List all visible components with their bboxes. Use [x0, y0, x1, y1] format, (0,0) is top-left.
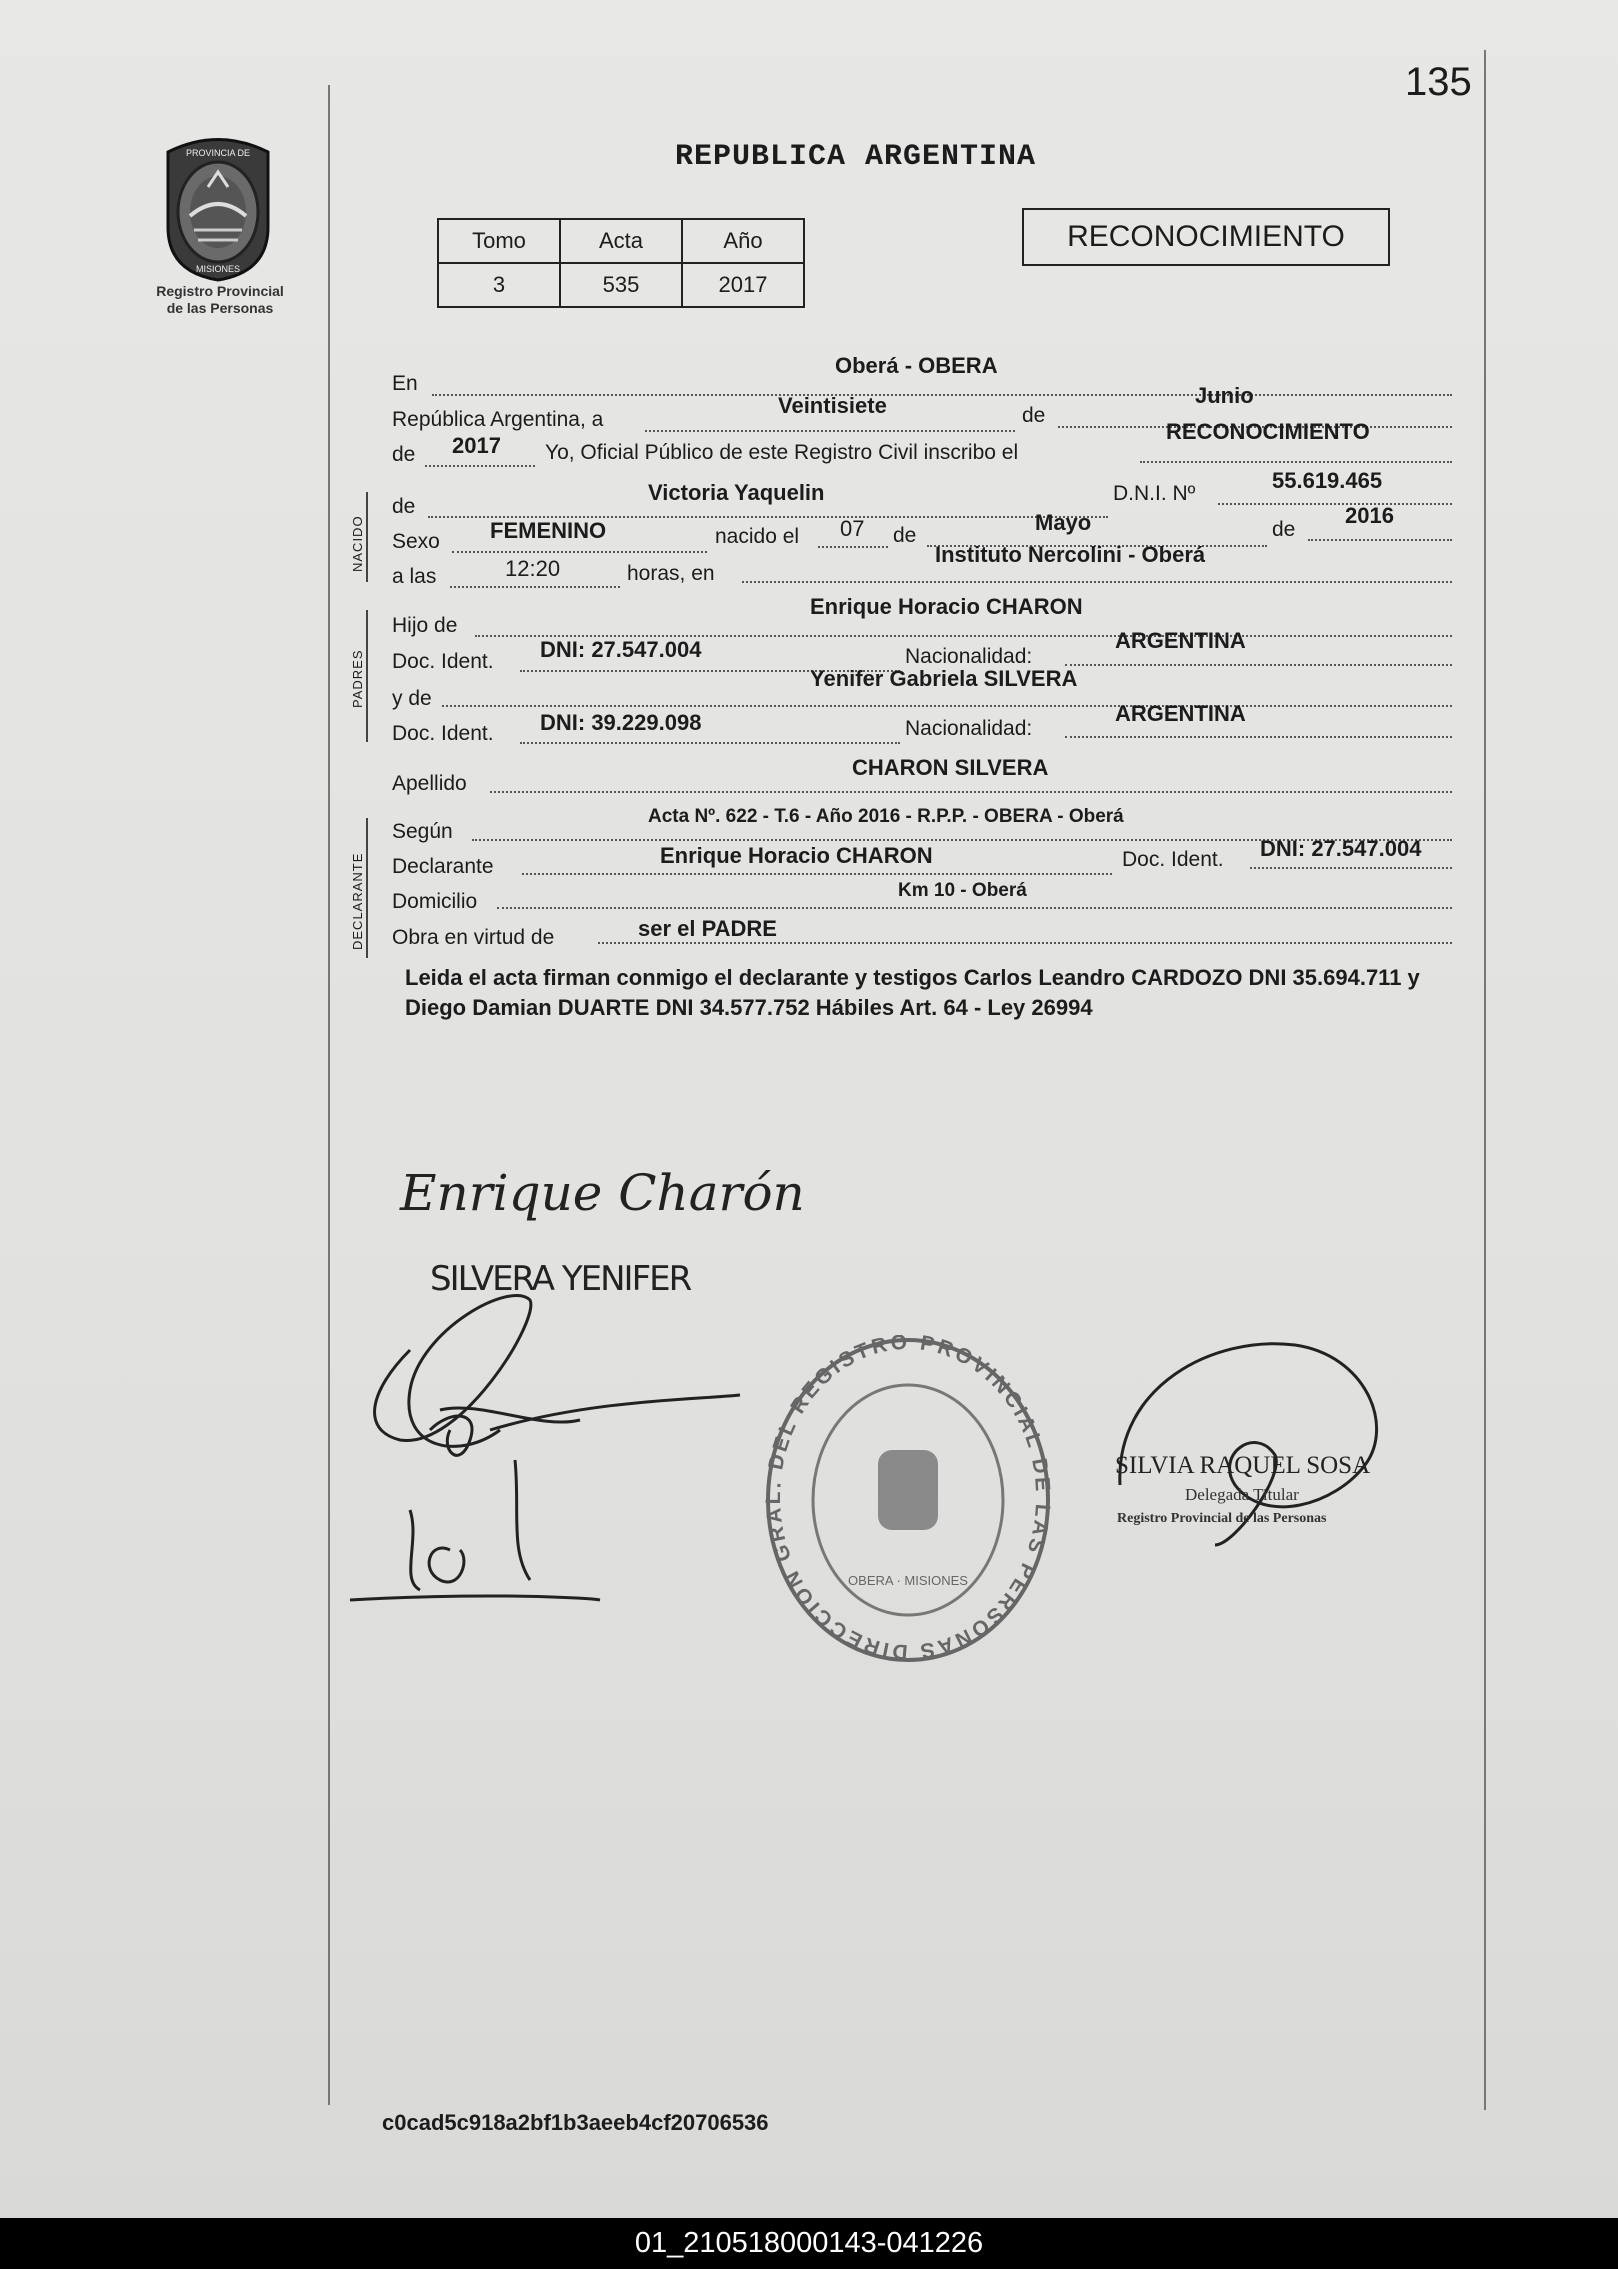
signature-scribble-1: [375, 1296, 740, 1447]
side-label-declarante: DECLARANTE: [350, 852, 365, 950]
dotted-line: [425, 464, 535, 467]
value-obra: ser el PADRE: [638, 916, 777, 941]
label-docident1: Doc. Ident.: [392, 650, 494, 673]
dotted-line: [1218, 502, 1452, 505]
tomo-header: Tomo: [438, 219, 560, 263]
value-apellido: CHARON SILVERA: [852, 755, 1049, 780]
value-anio: 2017: [452, 433, 501, 458]
signature-enrique: Enrique Charón: [400, 1164, 805, 1222]
label-en: En: [392, 372, 418, 395]
value-segun: Acta Nº. 622 - T.6 - Año 2016 - R.P.P. - OBERA - Oberá: [648, 806, 1124, 827]
value-sexo: FEMENINO: [490, 518, 607, 543]
dotted-line: [1065, 735, 1452, 738]
label-de4: de: [893, 524, 917, 547]
label-dni: D.N.I. Nº: [1113, 482, 1196, 505]
registro-header-row: [438, 219, 804, 263]
official-name: SILVIA RAQUEL SOSA: [1115, 1452, 1371, 1479]
official-signature-block: [1115, 1325, 1435, 1565]
label-de3: de: [392, 495, 416, 518]
value-declarante: Enrique Horacio CHARON: [660, 843, 933, 868]
label-sexo: Sexo: [392, 530, 440, 553]
label-republica: República Argentina, a: [392, 408, 604, 431]
dotted-line: [497, 906, 1452, 909]
dotted-line: [645, 429, 1015, 432]
seal-ring-textpath: DIRECCION GRAL. DEL REGISTRO PROVINCIAL DE LAS PERSONAS: [762, 1335, 1055, 1664]
label-apellido: Apellido: [392, 772, 467, 795]
label-de5: de: [1272, 518, 1296, 541]
official-role: Delegada Titular: [1185, 1485, 1299, 1504]
label-nacido: nacido el: [715, 525, 800, 548]
seal-inner-text: OBERA · MISIONES: [848, 1573, 968, 1588]
dotted-line: [522, 872, 1112, 875]
tipo-acta-box: RECONOCIMIENTO: [1022, 208, 1390, 266]
value-declarante-doc: DNI: 27.547.004: [1260, 836, 1422, 861]
label-declarante: Declarante: [392, 855, 494, 878]
label-de2: de: [392, 443, 416, 466]
dotted-line: [520, 741, 900, 744]
value-dni: 55.619.465: [1272, 468, 1383, 493]
emblem-caption-line2: de las Personas: [166, 300, 274, 316]
dotted-line: [490, 790, 1452, 793]
acta-header: Acta: [560, 219, 682, 263]
label-alas: a las: [392, 565, 437, 588]
value-nac-dia: 07: [840, 516, 865, 541]
registro-table: [437, 218, 805, 308]
value-hora: 12:20: [505, 556, 561, 581]
label-nac1: Nacionalidad:: [905, 645, 1033, 668]
value-padre-doc: DNI: 27.547.004: [540, 637, 702, 662]
document-hash: c0cad5c918a2bf1b3aeeb4cf20706536: [382, 2110, 769, 2135]
dotted-line: [818, 545, 888, 548]
left-margin-line: [328, 85, 330, 2105]
label-docident3: Doc. Ident.: [1122, 848, 1224, 871]
registro-value-row: [438, 263, 804, 307]
dotted-line: [442, 704, 1452, 707]
nacido-bracket: [366, 492, 368, 582]
official-office: Registro Provincial de las Personas: [1117, 1511, 1327, 1526]
dotted-line: [1140, 460, 1452, 463]
dotted-line: [1308, 538, 1452, 541]
emblem-ring-top-text: PROVINCIA DE: [185, 148, 251, 158]
provincial-emblem-icon: [158, 132, 278, 282]
signature-scribble-3: [350, 1460, 600, 1600]
label-nac2: Nacionalidad:: [905, 717, 1033, 740]
document-title: REPUBLICA ARGENTINA: [675, 140, 1037, 174]
acta-value: 535: [560, 263, 682, 307]
label-domicilio: Domicilio: [392, 890, 478, 913]
official-seal-icon: [758, 1335, 1058, 1665]
value-padre: Enrique Horacio CHARON: [810, 594, 1083, 619]
right-margin-line: [1484, 50, 1486, 2110]
value-acto: RECONOCIMIENTO: [1166, 419, 1370, 444]
dotted-line: [452, 550, 707, 553]
anio-header: Año: [682, 219, 804, 263]
tomo-value: 3: [438, 263, 560, 307]
value-mes: Junio: [1195, 383, 1254, 408]
dotted-line: [432, 393, 1452, 396]
emblem-caption: [130, 283, 310, 317]
value-lugar: Oberá - OBERA: [835, 353, 998, 378]
value-dia: Veintisiete: [778, 393, 887, 418]
emblem-ring-bottom-text: MISIONES: [195, 264, 241, 274]
value-nac-mes: Mayo: [1035, 510, 1092, 535]
closing-statement: Leida el acta firman conmigo el declarante y testigos Carlos Leandro CARDOZO DNI 35.694.711 y Diego Damian DUARTE DNI 34.577.752 Hábiles Art. 64 - Ley 26994: [405, 965, 1420, 1020]
footer-id-bar: 01_210518000143-041226: [0, 2218, 1618, 2269]
value-nac-anio: 2016: [1345, 503, 1394, 528]
value-lugar-nac: Instituto Nercolini - Oberá: [935, 542, 1206, 567]
anio-value: 2017: [682, 263, 804, 307]
value-nombre: Victoria Yaquelin: [648, 480, 825, 505]
side-label-padres: PADRES: [350, 649, 365, 708]
label-obra: Obra en virtud de: [392, 926, 555, 949]
value-madre-doc: DNI: 39.229.098: [540, 710, 702, 735]
label-yo: Yo, Oficial Público de este Registro Civil inscribo el: [545, 441, 1019, 464]
value-domicilio: Km 10 - Oberá: [898, 880, 1027, 901]
label-segun: Según: [392, 820, 453, 843]
label-de1: de: [1022, 404, 1046, 427]
label-hijo: Hijo de: [392, 614, 458, 637]
side-label-nacido: NACIDO: [350, 515, 365, 572]
emblem-caption-line1: Registro Provincial: [156, 283, 284, 299]
dotted-line: [1250, 866, 1452, 869]
dotted-line: [1065, 663, 1452, 666]
value-padre-nac: ARGENTINA: [1115, 628, 1246, 653]
dotted-line: [450, 585, 620, 588]
page-number: 135: [1405, 60, 1472, 104]
label-horas: horas, en: [627, 562, 715, 585]
label-yde: y de: [392, 687, 432, 710]
declarante-bracket: [366, 818, 368, 958]
label-docident2: Doc. Ident.: [392, 722, 494, 745]
padres-bracket: [366, 610, 368, 742]
value-madre-nac: ARGENTINA: [1115, 701, 1246, 726]
value-madre: Yenifer Gabriela SILVERA: [810, 666, 1078, 691]
signature-silvera: SILVERA YENIFER: [430, 1259, 691, 1299]
dotted-line: [742, 580, 1452, 583]
